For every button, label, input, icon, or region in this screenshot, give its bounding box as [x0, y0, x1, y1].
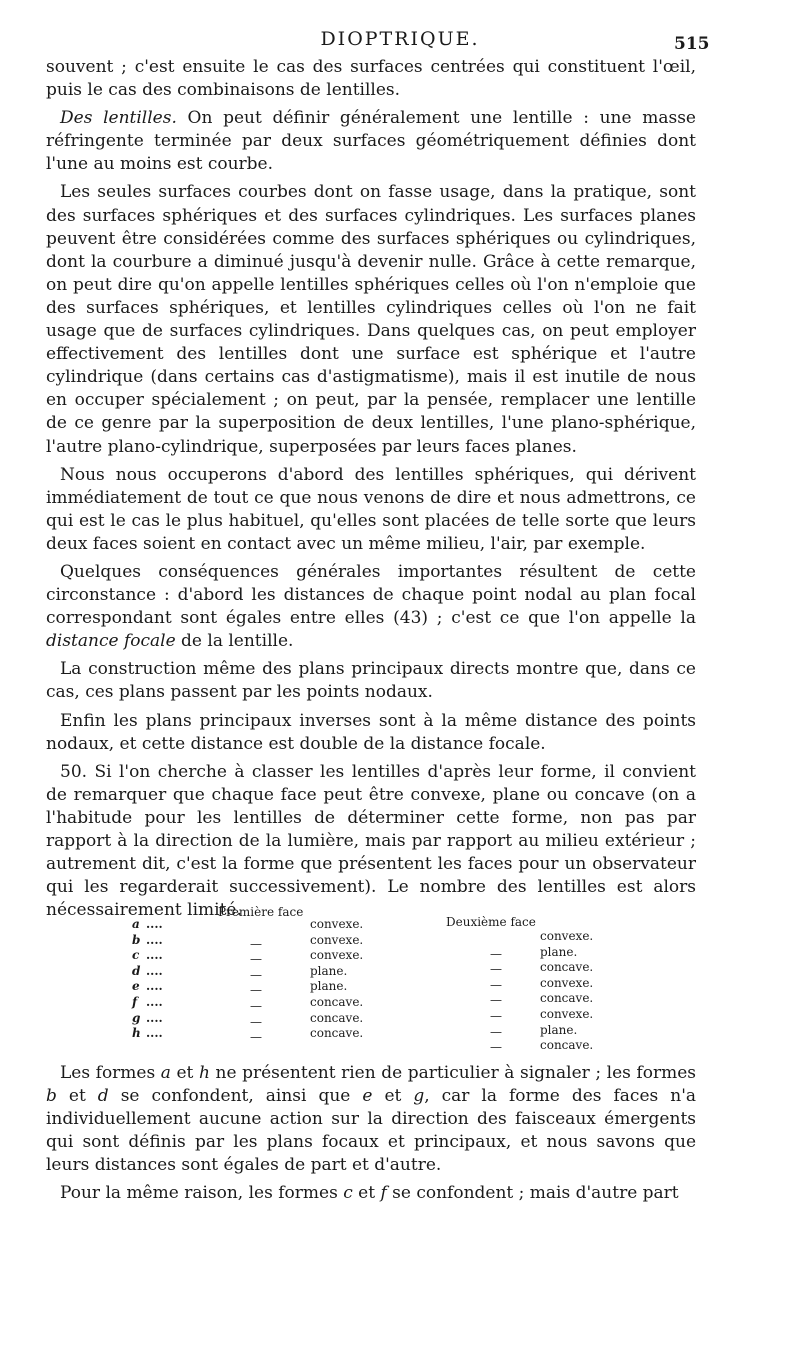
- lens-definition-text: On peut définir généralement une lentille : une masse réfringente terminée par deux surfaces géométriquement définies dont l'une au moins est courbe.: [46, 108, 696, 175]
- main-text: [46, 56, 696, 922]
- table-row-letter: a: [132, 917, 140, 931]
- table-row-dash-second: —: [490, 1024, 502, 1039]
- section-heading: Des lentilles.: [60, 108, 177, 129]
- table-row-letter: d: [132, 963, 141, 978]
- table-header-first-face: Première face: [218, 905, 304, 919]
- focal-distance-term: distance focale: [46, 631, 176, 652]
- paragraph-section-50: 50. Si l'on cherche à classer les lentilles d'après leur forme, il convient de remarquer que chaque face peut être convexe, plane ou concave (on a l'habitude pour les lentilles de déterminer cette forme, non pas par rapport à la direction de la lumière, mais par rapport au milieu extérieur ; autrement dit, c'est la forme que présentent les faces pour un observateur qui les regarderait successivement). Le nombre des lentilles est alors nécessairement limité.: [46, 761, 696, 921]
- table-row-dash-second: —: [490, 1009, 502, 1023]
- table-row-second-face: concave.: [540, 991, 594, 1006]
- table-row-dash-first: —: [250, 952, 262, 967]
- paragraph-intro: souvent ; c'est ensuite le cas des surfaces centrées qui constituent l'œil, puis le cas des combinaisons de lentilles.: [46, 57, 696, 101]
- table-row-second-face: plane.: [540, 1022, 578, 1037]
- table-row-first-face: convexe.: [310, 917, 364, 931]
- paragraph-curved-surfaces: Les seules surfaces courbes dont on fasse usage, dans la pratique, sont des surfaces sphériques et des surfaces cylindriques. Les surfaces planes peuvent être considérées comme des surfaces sphériques ou cylindriques, dont la courbure a diminué jusqu'à devenir nulle. Grâce à cette remarque, on peut dire qu'on appelle lentilles sphériques celles où l'on n'emploie que des surfaces sphériques, et lentilles cylindriques celles où l'on ne fait usage que de surfaces cylindriques. Dans quelques cas, on peut employer effectivement des lentilles dont une surface est sphérique et l'autre cylindrique (dans certains cas d'astigmatisme), mais il est inutile de nous en occuper spécialement ; on peut, par la pensée, remplacer une lentille de ce genre par la superposition de deux lentilles, l'une plano-sphérique, l'autre plano-cylindrique, superposées par leurs faces planes.: [46, 182, 696, 457]
- table-row-second-face: convexe.: [540, 975, 594, 990]
- table-header-second-face: Deuxième face: [446, 915, 536, 929]
- running-header: DIOPTRIQUE.: [320, 28, 480, 50]
- table-row-dash-second: —: [490, 946, 502, 961]
- table-row-dots: ....: [146, 1010, 163, 1025]
- table-row-dots: ....: [146, 917, 163, 931]
- table-row-first-face: plane.: [310, 979, 348, 994]
- table-row-letter: f: [132, 995, 138, 1009]
- table-row-dash-second: —: [490, 1040, 502, 1055]
- table-row-dots: ....: [146, 1026, 163, 1041]
- table-row-dots: ....: [146, 995, 163, 1009]
- paragraph-inverse-planes: Enfin les plans principaux inverses sont à la même distance des points nodaux, et cette distance est double de la distance focale.: [46, 710, 696, 754]
- paragraph-forms-discussion: Les formes a et h ne présentent rien de particulier à signaler ; les formes b et d se confondent, ainsi que e et g, car la forme des faces n'a individuellement aucune action sur la direction des faisceaux émergents qui sont définis par les plans focaux et principaux, et nous savons que leurs distances sont égales de part et d'autre.: [46, 1063, 697, 1176]
- table-row-letter: b: [132, 932, 141, 947]
- table-row-dash-second: —: [490, 962, 502, 977]
- table-row-second-face: convexe.: [540, 929, 594, 943]
- table-row-first-face: convexe.: [310, 932, 364, 947]
- paragraph-same-reason: Pour la même raison, les formes c et f se confondent ; mais d'autre part: [60, 1183, 679, 1204]
- table-row-dots: ....: [146, 932, 163, 947]
- page-number: 515: [674, 34, 710, 54]
- table-row-second-face: concave.: [540, 960, 594, 975]
- table-row-letter: g: [132, 1010, 141, 1025]
- table-row-letter: h: [132, 1026, 141, 1041]
- paragraph-spherical-lenses: Nous nous occuperons d'abord des lentilles sphériques, qui dérivent immédiatement de tout ce que nous venons de dire et nous admettrons, ce qui est le cas le plus habituel, qu'elles sont placées de telle sorte que leurs deux faces soient en contact avec un même milieu, l'air, par exemple.: [46, 464, 696, 554]
- table-row-dash-second: —: [490, 993, 502, 1008]
- paragraph-principal-planes: La construction même des plans principaux directs montre que, dans ce cas, ces plans passent par les points nodaux.: [46, 659, 696, 703]
- table-row-dash-first: —: [250, 999, 262, 1013]
- table-row-dots: ....: [146, 979, 163, 994]
- table-row-dash-first: —: [250, 1030, 262, 1045]
- paragraph-consequences: Quelques conséquences générales importantes résultent de cette circonstance : d'abord les distances de chaque point nodal au plan focal correspondant sont égales entre elles (43) ; c'est ce que l'on appelle la distance focale de la lentille.: [46, 561, 696, 652]
- table-row-first-face: convexe.: [310, 948, 364, 963]
- table-row-second-face: plane.: [540, 944, 578, 959]
- lower-text: [46, 1062, 696, 1206]
- table-row-first-face: concave.: [310, 995, 364, 1009]
- table-row-dash-first: —: [250, 936, 262, 951]
- table-row-first-face: concave.: [310, 1026, 364, 1041]
- table-row-dots: ....: [146, 948, 163, 963]
- table-row-dash-second: —: [490, 977, 502, 992]
- paragraph-lens-definition: [46, 107, 696, 176]
- section-number: 50.: [60, 761, 88, 782]
- table-row-dash-first: —: [250, 1014, 262, 1029]
- table-row-dots: ....: [146, 963, 163, 978]
- table-row-first-face: plane.: [310, 963, 348, 978]
- table-row-letter: c: [132, 948, 140, 963]
- table-row-letter: e: [132, 979, 140, 994]
- table-row-first-face: concave.: [310, 1010, 364, 1025]
- table-row-dash-first: —: [250, 983, 262, 998]
- table-row-second-face: concave.: [540, 1038, 594, 1053]
- table-row-dash-first: —: [250, 967, 262, 982]
- table-row-second-face: convexe.: [540, 1007, 594, 1021]
